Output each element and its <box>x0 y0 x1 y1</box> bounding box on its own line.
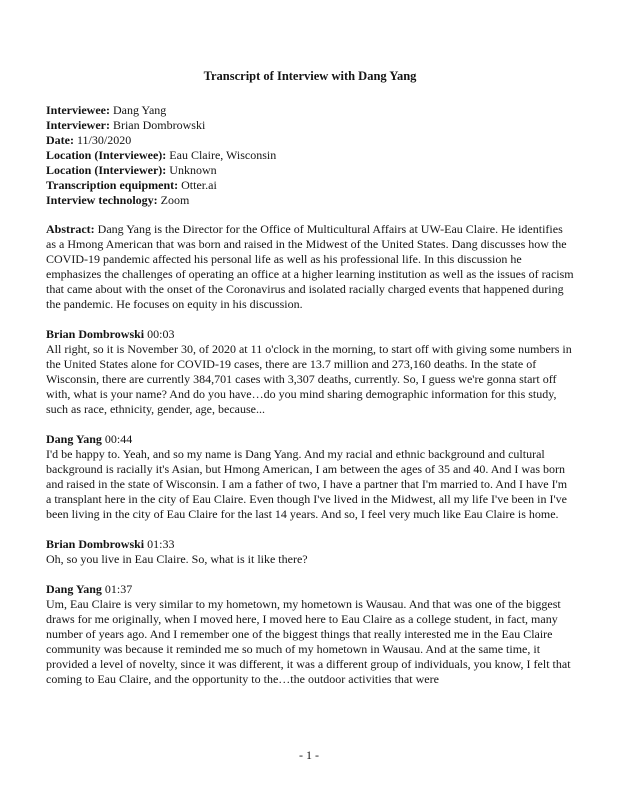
abstract-paragraph <box>46 222 574 312</box>
speaker-name: Dang Yang <box>46 432 102 446</box>
speech-block <box>46 432 574 522</box>
abstract-text: Dang Yang is the Director for the Office of Multicultural Affairs at UW-Eau Claire. He identifies as a Hmong American that was born and raised in the Midwest of the United States. Dang discusses how the COVID-19 pandemic affected his personal life as well as his professional life. In this discussion he emphasizes the challenges of operating an office at a higher learning institution as well as the issues of racism that came about with the onset of the Coronavirus and isolated racially charged events that happened during the pandemic. He focuses on equity in his discussion. <box>46 222 574 311</box>
document-content <box>46 69 574 702</box>
metadata-label: Interviewer: <box>46 118 110 132</box>
metadata-value: Eau Claire, Wisconsin <box>169 148 277 162</box>
metadata-row <box>46 103 574 118</box>
metadata-label: Interview technology: <box>46 193 158 207</box>
metadata-row <box>46 178 574 193</box>
transcript-section <box>46 327 574 687</box>
metadata-label: Date: <box>46 133 74 147</box>
metadata-label: Location (Interviewer): <box>46 163 167 177</box>
metadata-value: Unknown <box>169 163 217 177</box>
speech-header <box>46 537 574 552</box>
metadata-label: Transcription equipment: <box>46 178 179 192</box>
speaker-name: Dang Yang <box>46 582 102 596</box>
metadata-label: Interviewee: <box>46 103 110 117</box>
metadata-row <box>46 148 574 163</box>
speech-timestamp: 00:44 <box>104 432 133 446</box>
speech-text: Um, Eau Claire is very similar to my hometown, my hometown is Wausau. And that was one of the biggest draws for me originally, when I moved here, I moved here to Eau Claire as a college student, in fact, many number of years ago. And I remember one of the biggest things that really interested me in the Eau Claire community was because it reminded me so much of my hometown in Wausau. And at the same time, it provided a level of novelty, since it was different, it was a different group of individuals, you know, I felt that coming to Eau Claire, and the opportunity to the…the outdoor activities that were <box>46 597 571 686</box>
speech-block <box>46 327 574 417</box>
speech-block <box>46 537 574 567</box>
metadata-value: Otter.ai <box>181 178 217 192</box>
metadata-row <box>46 163 574 178</box>
metadata-value: Brian Dombrowski <box>112 118 206 132</box>
speech-text: All right, so it is November 30, of 2020 at 11 o'clock in the morning, to start off with giving some numbers in the United States alone for COVID-19 cases, there are 13.7 million and 273,160 deaths. In the state of Wisconsin, there are currently 384,701 cases with 3,307 deaths, currently. So, I guess we're gonna start off with, what is your name? And do you have…do you mind sharing demographic information for this study, such as race, ethnicity, gender, age, because... <box>46 342 572 416</box>
speech-header <box>46 327 574 342</box>
speech-text: Oh, so you live in Eau Claire. So, what is it like there? <box>46 552 308 566</box>
abstract-label: Abstract: <box>46 222 95 236</box>
metadata-block <box>46 103 574 208</box>
metadata-row <box>46 118 574 133</box>
speaker-name: Brian Dombrowski <box>46 537 145 551</box>
speech-text: I'd be happy to. Yeah, and so my name is Dang Yang. And my racial and ethnic background and cultural background is racially it's Asian, but Hmong American, I am between the ages of 35 and 40. And I was born and raised in the state of Wisconsin. I am a father of two, I have a partner that I'm married to. And I have I'm a transplant here in the city of Eau Claire. Even though I've lived in the Midwest, all my life I've been in I've been living in the city of Eau Claire for the last 14 years. And so, I feel very much like Eau Claire is home. <box>46 447 568 521</box>
speech-header <box>46 582 574 597</box>
speech-block <box>46 582 574 687</box>
page-title: Transcript of Interview with Dang Yang <box>203 69 417 83</box>
metadata-value: Zoom <box>160 193 190 207</box>
page-number: - 1 - <box>299 748 319 762</box>
speech-timestamp: 01:33 <box>147 537 175 551</box>
metadata-value: 11/30/2020 <box>76 133 132 147</box>
metadata-value: Dang Yang <box>112 103 167 117</box>
metadata-row <box>46 193 574 208</box>
speaker-name: Brian Dombrowski <box>46 327 145 341</box>
speech-header <box>46 432 574 447</box>
speech-timestamp: 00:03 <box>147 327 175 341</box>
metadata-row <box>46 133 574 148</box>
metadata-label: Location (Interviewee): <box>46 148 167 162</box>
speech-timestamp: 01:37 <box>104 582 133 596</box>
